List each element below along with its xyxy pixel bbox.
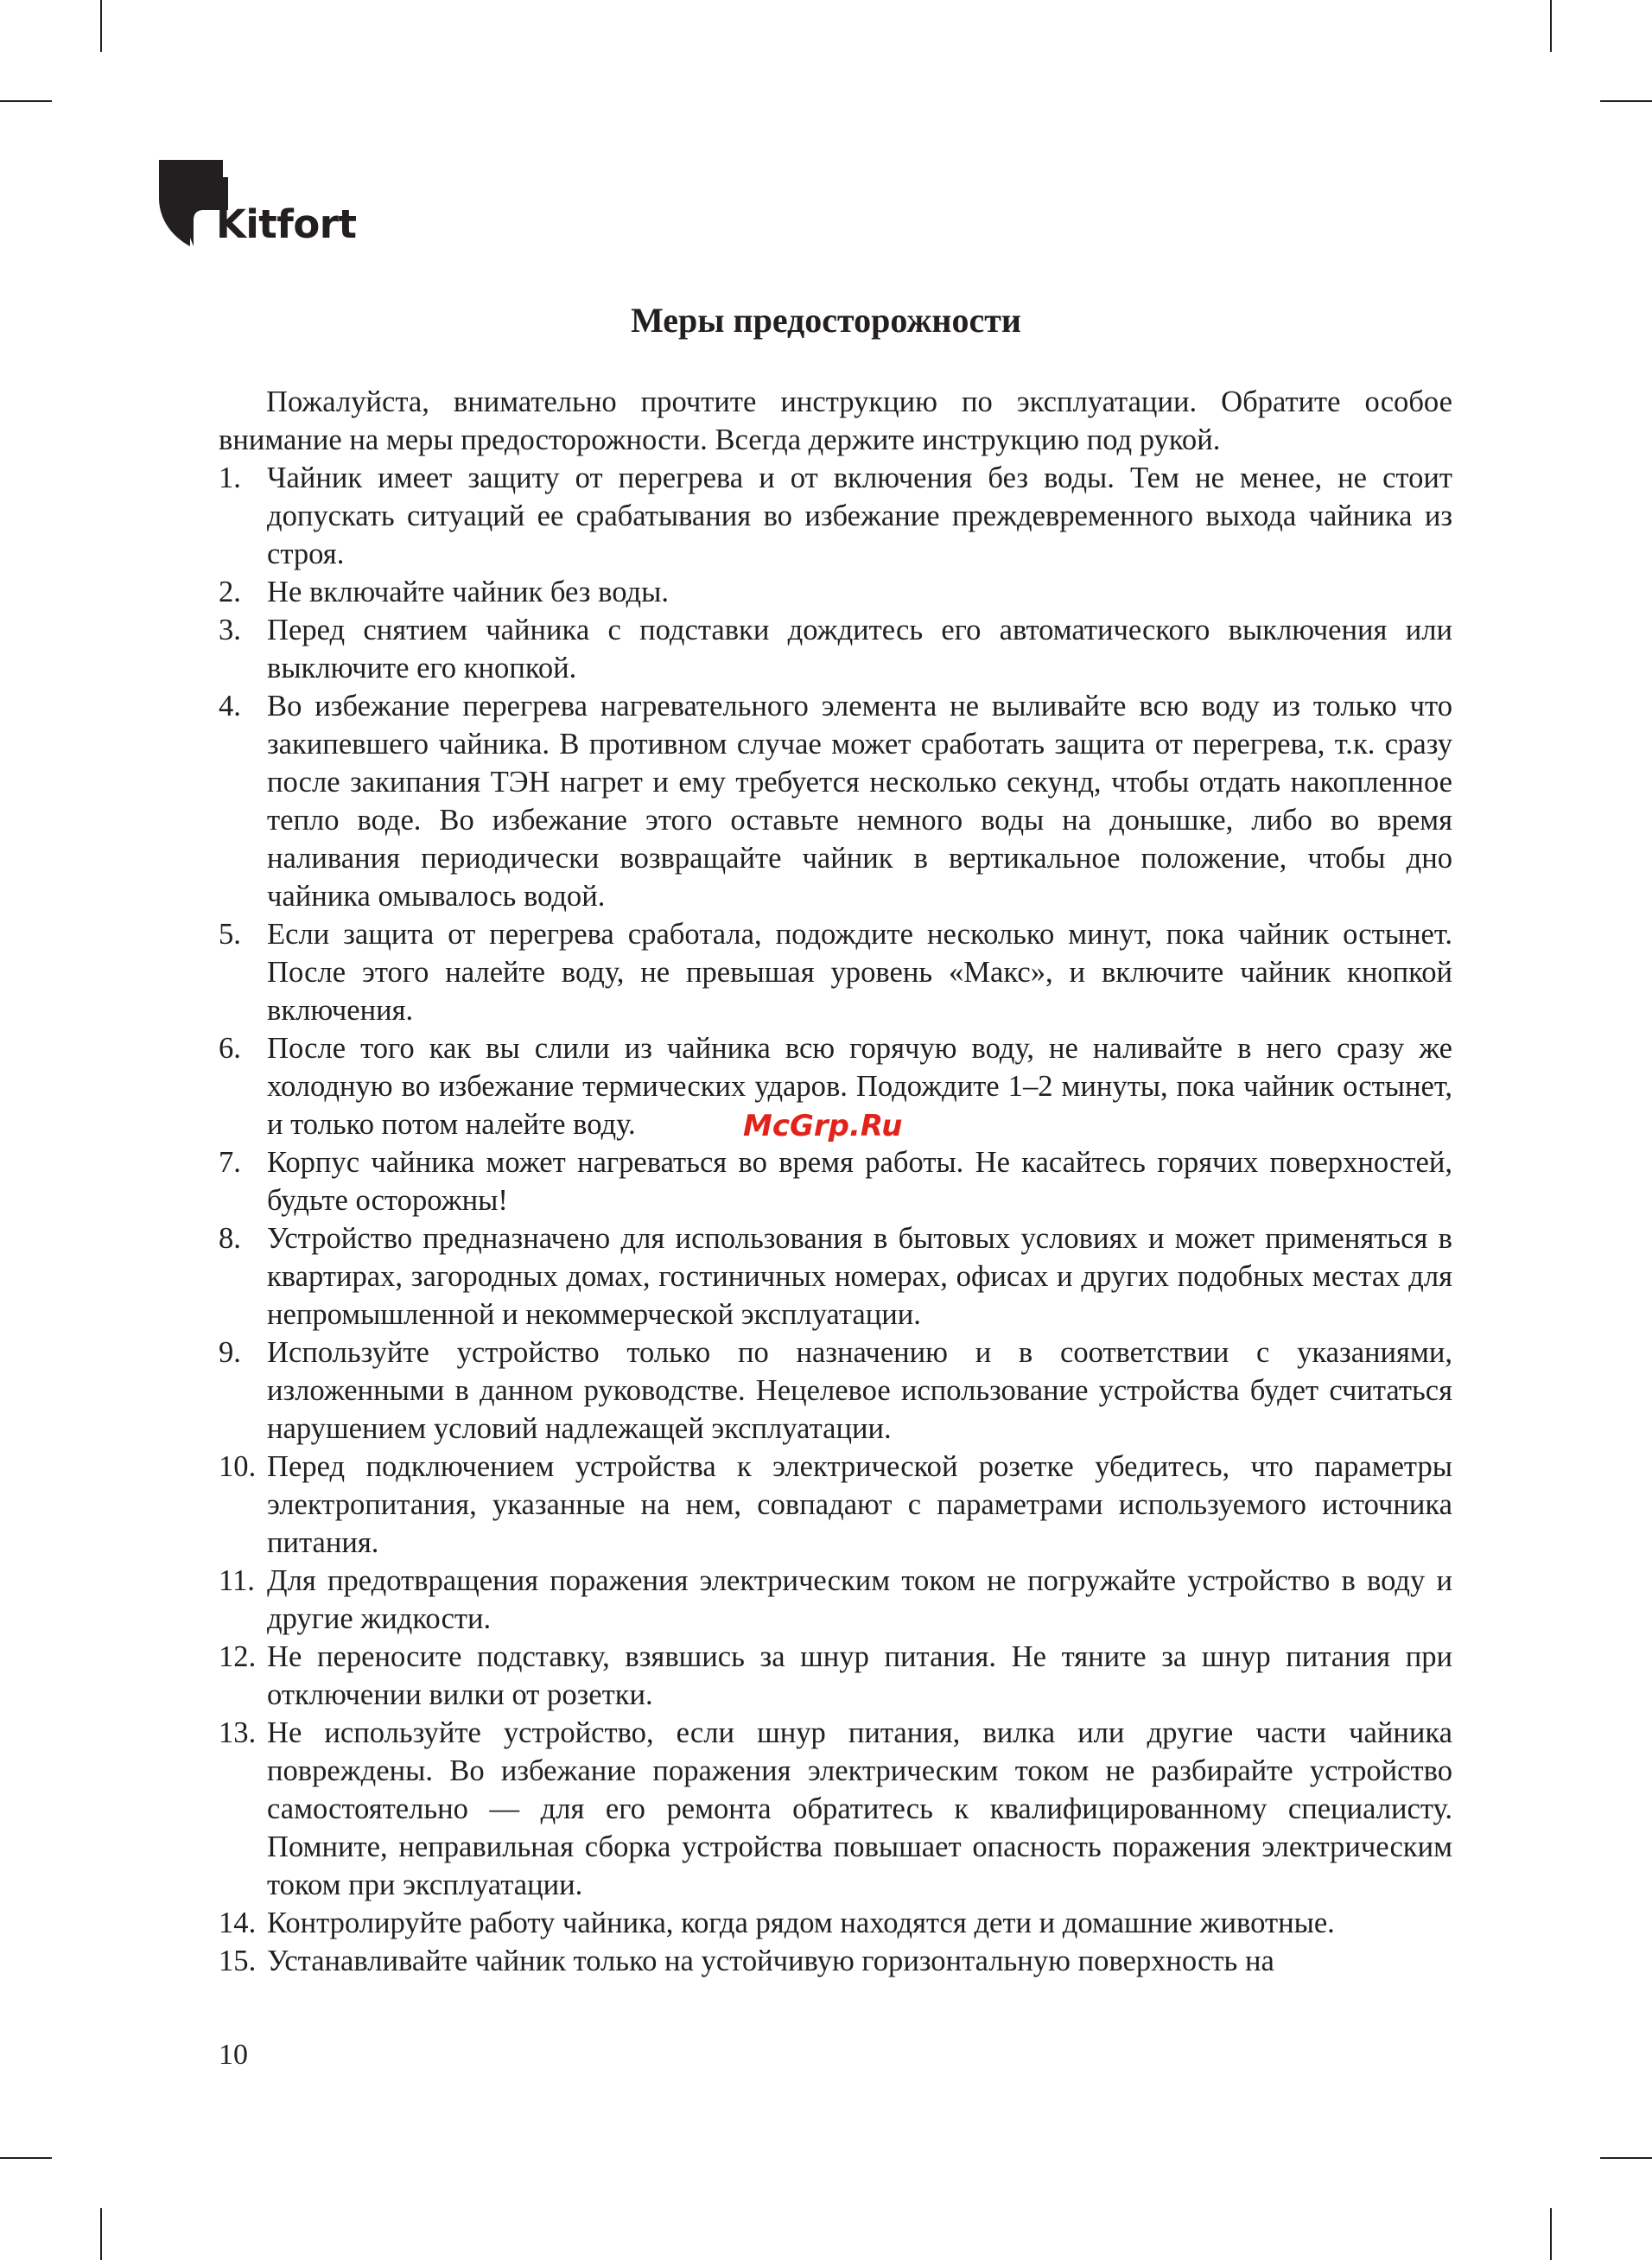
item-text: Не включайте чайник без воды. xyxy=(267,576,669,608)
brand-name: Kitfort xyxy=(216,201,357,247)
crop-mark xyxy=(1550,2208,1552,2260)
item-text: Чайник имеет защиту от перегрева и от включения без воды. Тем не менее, не стоит допускать ситуаций ее срабатывания во избежание преждевременного выхода чайника из строя. xyxy=(267,462,1452,570)
crop-mark xyxy=(100,2208,102,2260)
list-item xyxy=(219,1448,1452,1562)
list-item xyxy=(219,1334,1452,1448)
list-item xyxy=(219,1714,1452,1904)
precautions-list xyxy=(219,459,1452,1980)
item-number: 14. xyxy=(219,1907,257,1939)
item-text: Для предотвращения поражения электрическим током не погружайте устройство в воду и другие жидкости. xyxy=(267,1564,1452,1635)
list-item xyxy=(219,573,1452,611)
item-text: Не используйте устройство, если шнур питания, вилка или другие части чайника повреждены. Во избежание поражения электрическим током не разбирайте устройство самостоятельно — для его ремонта обратитесь к квалифицированному специалисту. Помните, неправильная сборка устройства повышает опасность поражения электрическим током при эксплуатации. xyxy=(267,1716,1452,1901)
list-item xyxy=(219,1638,1452,1714)
item-number: 15. xyxy=(219,1945,257,1977)
item-number: 13. xyxy=(219,1716,257,1749)
brand-logo xyxy=(159,160,357,255)
page-number: 10 xyxy=(219,2039,248,2071)
list-item xyxy=(219,687,1452,915)
list-item xyxy=(219,459,1452,573)
item-number: 1. xyxy=(219,462,241,494)
item-number: 12. xyxy=(219,1640,257,1673)
item-text: После того как вы слили из чайника всю горячую воду, не наливайте в него сразу же холодную во избежание термических ударов. Подождите 1–2 минуты, пока чайник остынет, и только потом налейте воду. xyxy=(267,1032,1452,1141)
item-number: 7. xyxy=(219,1146,241,1179)
crop-mark xyxy=(1550,0,1552,52)
intro-paragraph: Пожалуйста, внимательно прочтите инструкцию по эксплуатации. Обратите особое внимание на меры предосторожности. Всегда держите инструкцию под рукой. xyxy=(219,385,1452,456)
crop-mark xyxy=(100,0,102,52)
list-item xyxy=(219,915,1452,1029)
list-item xyxy=(219,1562,1452,1638)
page-title: Меры предосторожности xyxy=(631,301,1021,340)
list-item xyxy=(219,1942,1452,1980)
item-text: Во избежание перегрева нагревательного элемента не выливайте всю воду из только что закипевшего чайника. В противном случае может сработать защита от перегрева, т.к. сразу после закипания ТЭН нагрет и ему требуется несколько секунд, чтобы отдать накопленное тепло воде. Во избежание этого оставьте немного воды на донышке, либо во время наливания периодически возвращайте чайник в вертикальное положение, чтобы дно чайника омывалось водой. xyxy=(267,690,1452,913)
item-number: 8. xyxy=(219,1222,241,1255)
crop-mark xyxy=(1600,100,1652,102)
item-text: Устройство предназначено для использования в бытовых условиях и может применяться в квартирах, загородных домах, гостиничных номерах, офисах и других подобных местах для непромышленной и некоммерческой эксплуатации. xyxy=(267,1222,1452,1331)
item-text: Если защита от перегрева сработала, подождите несколько минут, пока чайник остынет. После этого налейте воду, не превышая уровень «Макс», и включите чайник кнопкой включения. xyxy=(267,918,1452,1027)
list-item xyxy=(219,1219,1452,1334)
watermark[interactable]: McGrp.Ru xyxy=(743,1109,903,1143)
item-number: 4. xyxy=(219,690,241,723)
item-text: Устанавливайте чайник только на устойчивую горизонтальную поверхность на xyxy=(267,1945,1274,1977)
item-text: Используйте устройство только по назначению и в соответствии с указаниями, изложенными в данном руководстве. Нецелевое использование устройства будет считаться нарушением условий надлежащей эксплуатации. xyxy=(267,1336,1452,1445)
item-number: 2. xyxy=(219,576,241,608)
item-number: 11. xyxy=(219,1564,255,1597)
item-text: Корпус чайника может нагреваться во время работы. Не касайтесь горячих поверхностей, будьте осторожны! xyxy=(267,1146,1452,1217)
item-text: Контролируйте работу чайника, когда рядом находятся дети и домашние животные. xyxy=(267,1907,1335,1939)
document-body xyxy=(219,383,1452,1980)
crop-mark xyxy=(0,2157,52,2159)
list-item xyxy=(219,611,1452,687)
item-number: 9. xyxy=(219,1336,241,1369)
crop-mark xyxy=(0,100,52,102)
list-item xyxy=(219,1904,1452,1942)
item-number: 6. xyxy=(219,1032,241,1065)
item-text: Перед подключением устройства к электрической розетке убедитесь, что параметры электропитания, указанные на нем, совпадают с параметрами используемого источника питания. xyxy=(267,1450,1452,1559)
item-text: Не переносите подставку, взявшись за шнур питания. Не тяните за шнур питания при отключении вилки от розетки. xyxy=(267,1640,1452,1711)
list-item xyxy=(219,1143,1452,1219)
item-number: 10. xyxy=(219,1450,257,1483)
crop-mark xyxy=(1600,2157,1652,2159)
item-number: 3. xyxy=(219,614,241,646)
item-text: Перед снятием чайника с подставки дождитесь его автоматического выключения или выключите его кнопкой. xyxy=(267,614,1452,684)
item-number: 5. xyxy=(219,918,241,951)
